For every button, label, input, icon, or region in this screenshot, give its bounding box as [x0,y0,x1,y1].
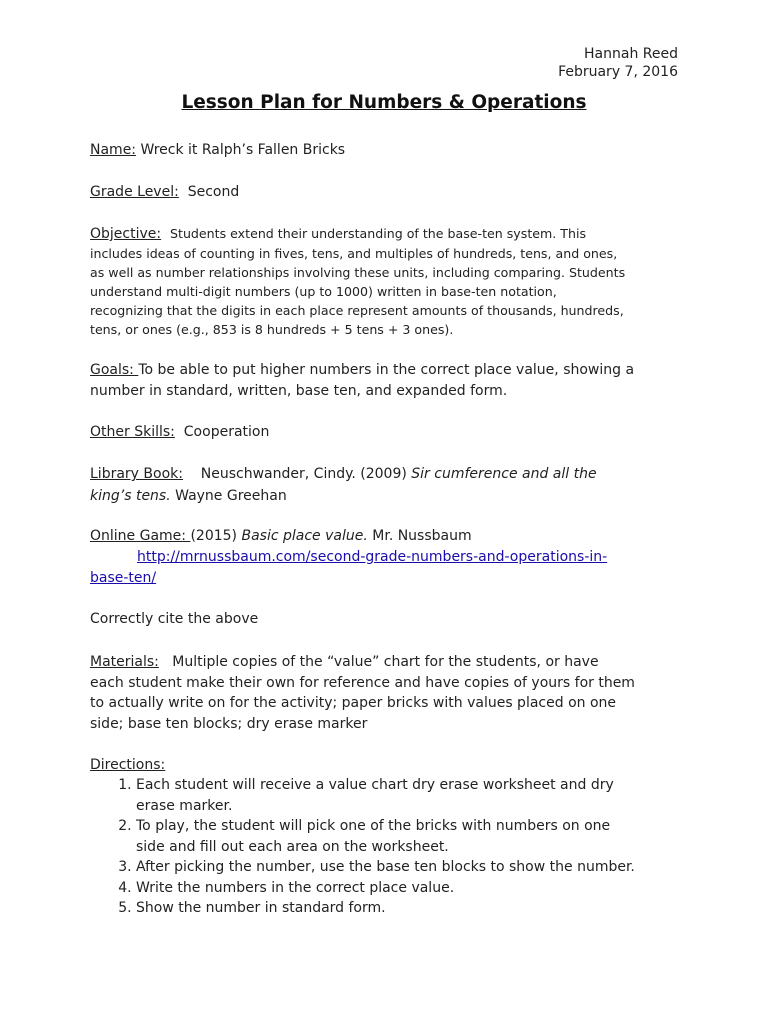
goals-section [90,360,690,402]
list-item: 3. After picking the number, use the base ten blocks to show the number. [136,857,696,878]
online-game-label: Online Game: [90,528,191,544]
name-row [90,140,690,160]
objective-label: Objective: [90,226,162,242]
list-item: 5. Show the number in standard form. [136,898,696,919]
list-item: 2. To play, the student will pick one of the bricks with numbers on one side and fill out each area on the worksheet. [136,816,696,857]
library-book-title: Sir cumference and all the [411,466,597,482]
grade-row [90,182,690,202]
list-item: 1. Each student will receive a value chart dry erase worksheet and dry erase marker. [136,775,696,816]
materials-line: side; base ten blocks; dry erase marker [90,716,368,733]
objective-line: as well as number relationships involving these units, including comparing. Students [90,265,626,280]
directions-header [90,755,690,775]
grade-value: Second [187,184,240,200]
materials-line: each student make their own for reference and have copies of yours for them [90,674,635,691]
document-date: February 7, 2016 [558,64,678,80]
objective-line: Students extend their understanding of the base-ten system. This [170,226,587,241]
author-block [558,45,678,81]
goals-line: To be able to put higher numbers in the correct place value, showing a [138,362,635,378]
online-game-author: Mr. Nussbaum [367,528,472,544]
page-title: Lesson Plan for Numbers & Operations [181,92,587,113]
skills-label: Other Skills: [90,424,175,440]
objective-line: recognizing that the digits in each place represent amounts of thousands, hundreds, [90,303,624,318]
objective-line: includes ideas of counting in fives, tens, and multiples of hundreds, tens, and ones, [90,246,618,261]
author-name: Hannah Reed [584,46,678,62]
materials-label: Materials: [90,654,159,670]
goals-label: Goals: [90,362,139,378]
library-illustrator: Wayne Greehan [170,488,287,504]
library-section [90,463,690,507]
goals-line: number in standard, written, base ten, and expanded form. [90,383,508,399]
online-game-title: Basic place value. [241,528,368,544]
materials-line: to actually write on for the activity; paper bricks with values placed on one [90,695,617,712]
library-label: Library Book: [90,466,183,482]
name-value: Wreck it Ralph’s Fallen Bricks [140,142,346,158]
name-label: Name: [90,142,137,158]
online-game-link[interactable]: base-ten/ [90,570,157,586]
list-item: 4. Write the numbers in the correct place value. [136,878,696,899]
materials-section [90,652,690,735]
online-game-link[interactable]: http://mrnussbaum.com/second-grade-numbers-and-operations-in- [137,549,608,565]
directions-label: Directions: [90,757,166,773]
objective-line: tens, or ones (e.g., 853 is 8 hundreds + 5 tens + 3 ones). [90,322,454,337]
objective-line: understand multi-digit numbers (up to 1000) written in base-ten notation, [90,284,557,299]
materials-line: Multiple copies of the “value” chart for the students, or have [172,654,599,670]
skills-row [90,422,690,442]
library-citation: Neuschwander, Cindy. (2009) [200,466,412,482]
skills-value: Cooperation [183,424,270,440]
library-book-title: king’s tens. [90,488,171,504]
online-game-section [90,526,690,589]
directions-list [90,775,696,919]
grade-label: Grade Level: [90,184,179,200]
online-game-citation: (2015) [190,528,242,544]
cite-note: Correctly cite the above [90,611,259,627]
objective-section [90,224,690,339]
